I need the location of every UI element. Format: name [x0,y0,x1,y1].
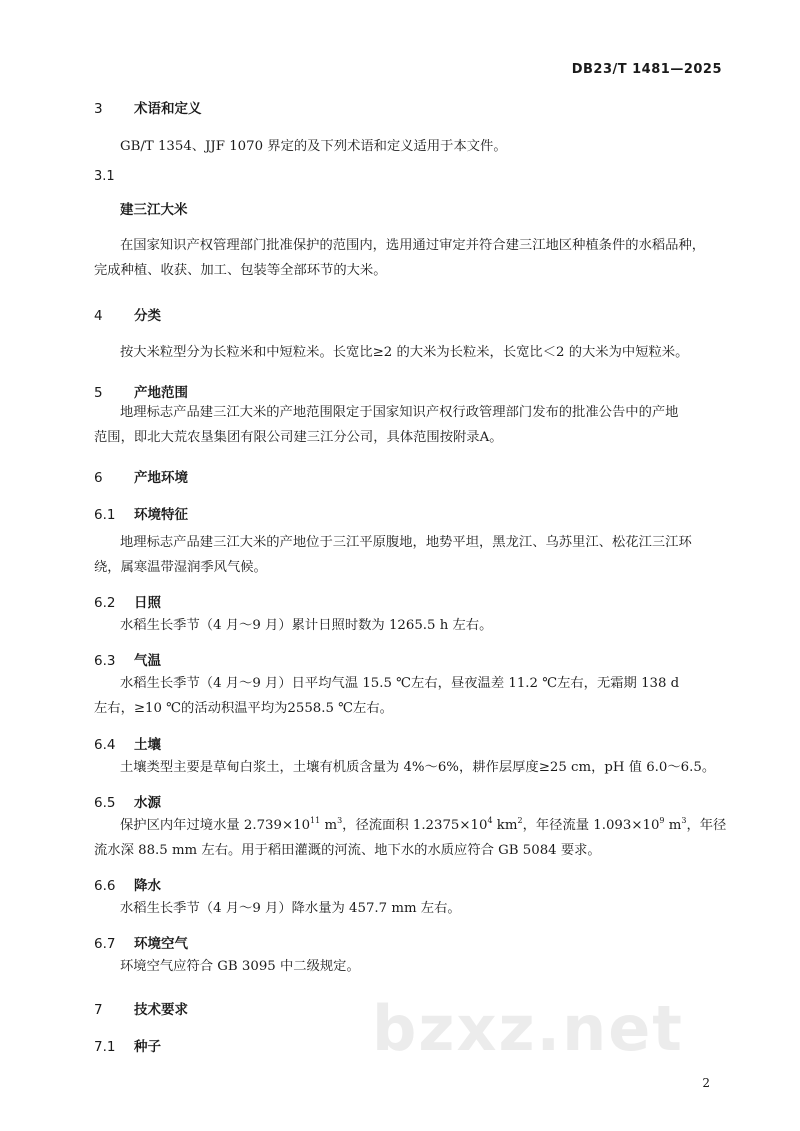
section-title: 分类 [134,308,161,324]
watermark: bzxz.net [372,992,684,1065]
section-3-body: GB/T 1354、JJF 1070 界定的及下列术语和定义适用于本文件。 [120,139,507,154]
clause-6-6-body: 水稻生长季节（4 月～9 月）降水量为 457.7 mm 左右。 [120,901,461,916]
term-definition-line1: 在国家知识产权管理部门批准保护的范围内，选用通过审定并符合建三江地区种植条件的水稻品种， [120,238,706,253]
term-definition-line2: 完成种植、收获、加工、包装等全部环节的大米。 [94,263,387,278]
clause-number: 6.3 [94,653,116,669]
clause-6-4-body: 土壤类型主要是草甸白浆土，土壤有机质含量为 4%～6%，耕作层厚度≥25 cm，pH 值 6.0～6.5。 [120,760,716,775]
clause-number: 6.1 [94,507,116,523]
clause-6-7-body: 环境空气应符合 GB 3095 中二级规定。 [120,959,360,974]
clause-number: 6.7 [94,936,116,952]
document-number: DB23/T 1481—2025 [571,62,722,77]
clause-6-2-body: 水稻生长季节（4 月～9 月）累计日照时数为 1265.5 h 左右。 [120,618,493,633]
clause-7-1-heading [94,1035,161,1055]
clause-title: 日照 [134,595,161,611]
section-5-heading [94,381,188,401]
clause-6-6-heading [94,874,161,894]
clause-3-1-number: 3.1 [94,169,115,184]
section-title: 产地范围 [134,385,188,401]
clause-number: 6.4 [94,737,116,753]
clause-6-2-heading [94,591,161,611]
section-5-line2: 范围，即北大荒农垦集团有限公司建三江分公司，具体范围按附录A。 [94,430,503,445]
section-number: 5 [94,385,103,401]
section-title: 技术要求 [134,1002,188,1018]
section-6-heading [94,466,188,486]
clause-6-1-line1: 地理标志产品建三江大米的产地位于三江平原腹地，地势平坦，黑龙江、乌苏里江、松花江三江环 [120,535,692,550]
clause-number: 6.5 [94,795,116,811]
clause-6-4-heading [94,733,161,753]
clause-title: 土壤 [134,737,161,753]
clause-6-3-line1: 水稻生长季节（4 月～9 月）日平均气温 15.5 ℃左右，昼夜温差 11.2 ℃左右，无霜期 138 d [120,676,680,691]
page-number: 2 [702,1076,710,1090]
section-3-heading [94,97,202,117]
term-title: 建三江大米 [120,202,188,218]
clause-title: 气温 [134,653,161,669]
clause-number: 6.6 [94,878,116,894]
section-7-heading [94,998,188,1018]
clause-6-5-line1: 保护区内年过境水量 $2.739\times 10^{11}$ $m^3$，径流面积 $1.2375\times 10^4$ $km^2$，年径流量 $1.093\times 10^9$ $m^3$，年径 [120,816,727,833]
clause-number: 7.1 [94,1039,116,1055]
section-number: 7 [94,1002,103,1018]
section-4-body: 按大米粒型分为长粒米和中短粒米。长宽比≥2 的大米为长粒米，长宽比＜2 的大米为中短粒米。 [120,345,689,360]
section-4-heading [94,304,161,324]
clause-6-3-line2: 左右，≥10 ℃的活动积温平均为2558.5 ℃左右。 [94,701,393,716]
clause-title: 水源 [134,795,161,811]
clause-title: 降水 [134,878,161,894]
clause-title: 环境空气 [134,936,188,952]
section-title: 产地环境 [134,470,188,486]
clause-title: 种子 [134,1039,161,1055]
clause-number: 6.2 [94,595,116,611]
clause-6-3-heading [94,649,161,669]
clause-6-1-line2: 绕，属寒温带湿润季风气候。 [94,560,267,575]
clause-title: 环境特征 [134,507,188,523]
section-title: 术语和定义 [134,101,202,117]
clause-6-5-heading [94,791,161,811]
clause-6-7-heading [94,932,188,952]
section-number: 4 [94,308,103,324]
section-number: 3 [94,101,103,117]
clause-6-5-line2: 流水深 88.5 mm 左右。用于稻田灌溉的河流、地下水的水质应符合 GB 5084 要求。 [94,843,601,858]
section-5-line1: 地理标志产品建三江大米的产地范围限定于国家知识产权行政管理部门发布的批准公告中的产地 [120,405,679,420]
section-number: 6 [94,470,103,486]
clause-6-1-heading [94,503,188,523]
